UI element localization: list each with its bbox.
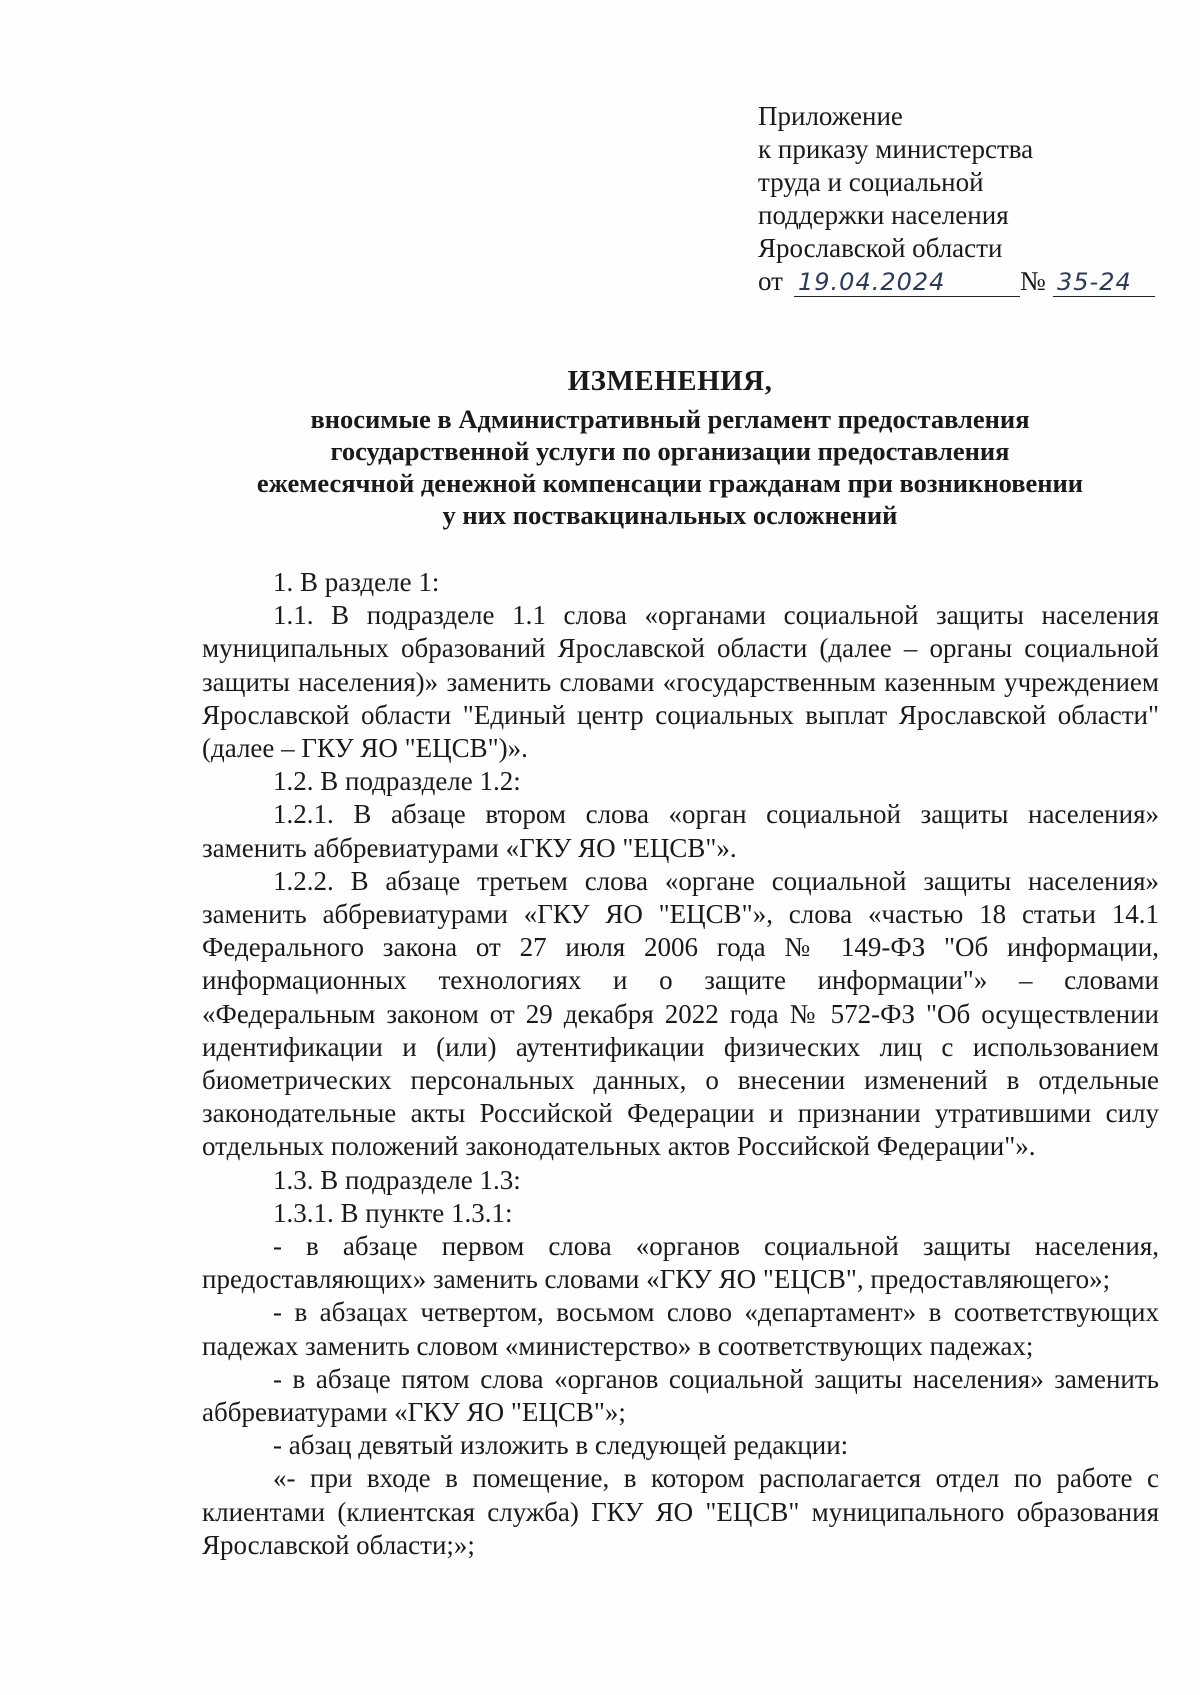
paragraph: - абзац девятый изложить в следующей редакции: bbox=[273, 1430, 849, 1461]
title-subline: ежемесячной денежной компенсации гражданам при возникновении bbox=[256, 468, 1084, 498]
paragraph: 1.3. В подразделе 1.3: bbox=[273, 1164, 521, 1195]
title-main: ИЗМЕНЕНИЯ, bbox=[567, 365, 773, 397]
appendix-header bbox=[758, 100, 1158, 301]
document-title bbox=[200, 365, 1140, 531]
title-subline: государственной услуги по организации предоставления bbox=[330, 436, 1010, 466]
paragraph: 1.2.1. В абзаце втором слова «орган социальной защиты населения» заменить аббревиатурами «ГКУ ЯО "ЕЦСВ"». bbox=[202, 799, 1159, 863]
header-line: поддержки населения bbox=[758, 200, 1009, 230]
title-subline: у них поствакцинальных осложнений bbox=[442, 500, 898, 530]
header-line: Приложение bbox=[758, 101, 903, 131]
number-prefix: № bbox=[1020, 266, 1046, 296]
date-number-line bbox=[758, 265, 1158, 301]
header-line: к приказу министерства bbox=[758, 134, 1034, 164]
paragraph: «- при входе в помещение, в котором располагается отдел по работе с клиентами (клиентская служба) ГКУ ЯО "ЕЦСВ" муниципального образования Ярославской области;»; bbox=[202, 1463, 1159, 1560]
date-prefix: от bbox=[758, 266, 783, 296]
paragraph: - в абзаце пятом слова «органов социальной защиты населения» заменить аббревиатурами «ГКУ ЯО "ЕЦСВ"»; bbox=[202, 1363, 1159, 1428]
document-body bbox=[202, 566, 1159, 1562]
paragraph: 1.1. В подразделе 1.1 слова «органами социальной защиты населения муниципальных образований Ярославской области (далее – органы социальной защиты населения)» заменить словами «государственным казенным учреждением Ярославской области "Единый центр социальных выплат Ярославской области" (далее – ГКУ ЯО "ЕЦСВ")». bbox=[202, 600, 1159, 764]
paragraph: - в абзацах четвертом, восьмом слово «департамент» в соответствующих падежах заменить словом «министерство» в соответствующих падежах; bbox=[202, 1297, 1159, 1361]
paragraph: - в абзаце первом слова «органов социальной защиты населения, предоставляющих» заменить словами «ГКУ ЯО "ЕЦСВ", предоставляющего»; bbox=[202, 1231, 1159, 1295]
handwritten-date: 19.04.2024 bbox=[794, 268, 1020, 297]
title-subline: вносимые в Административный регламент предоставления bbox=[310, 404, 1030, 434]
paragraph: 1. В разделе 1: bbox=[273, 567, 440, 597]
header-line: труда и социальной bbox=[758, 167, 984, 197]
paragraph: 1.2.2. В абзаце третьем слова «органе социальной защиты населения» заменить аббревиатурами «ГКУ ЯО "ЕЦСВ"», слова «частью 18 статьи 14.1 Федерального закона от 27 июля 2006 года № 149-ФЗ "Об информации, информационных технологиях и о защите информации"» – словами «Федеральным законом от 29 декабря 2022 года № 572-ФЗ "Об осуществлении идентификации и (или) аутентификации физических лиц с использованием биометрических персональных данных, о внесении изменений в отдельные законодательные акты Российской Федерации и признании утратившими силу отдельных положений законодательных актов Российской Федерации"». bbox=[202, 865, 1159, 1162]
paragraph: 1.2. В подразделе 1.2: bbox=[273, 766, 521, 797]
header-line: Ярославской области bbox=[758, 233, 1003, 263]
handwritten-number: 35-24 bbox=[1053, 268, 1155, 297]
paragraph: 1.3.1. В пункте 1.3.1: bbox=[273, 1197, 513, 1228]
